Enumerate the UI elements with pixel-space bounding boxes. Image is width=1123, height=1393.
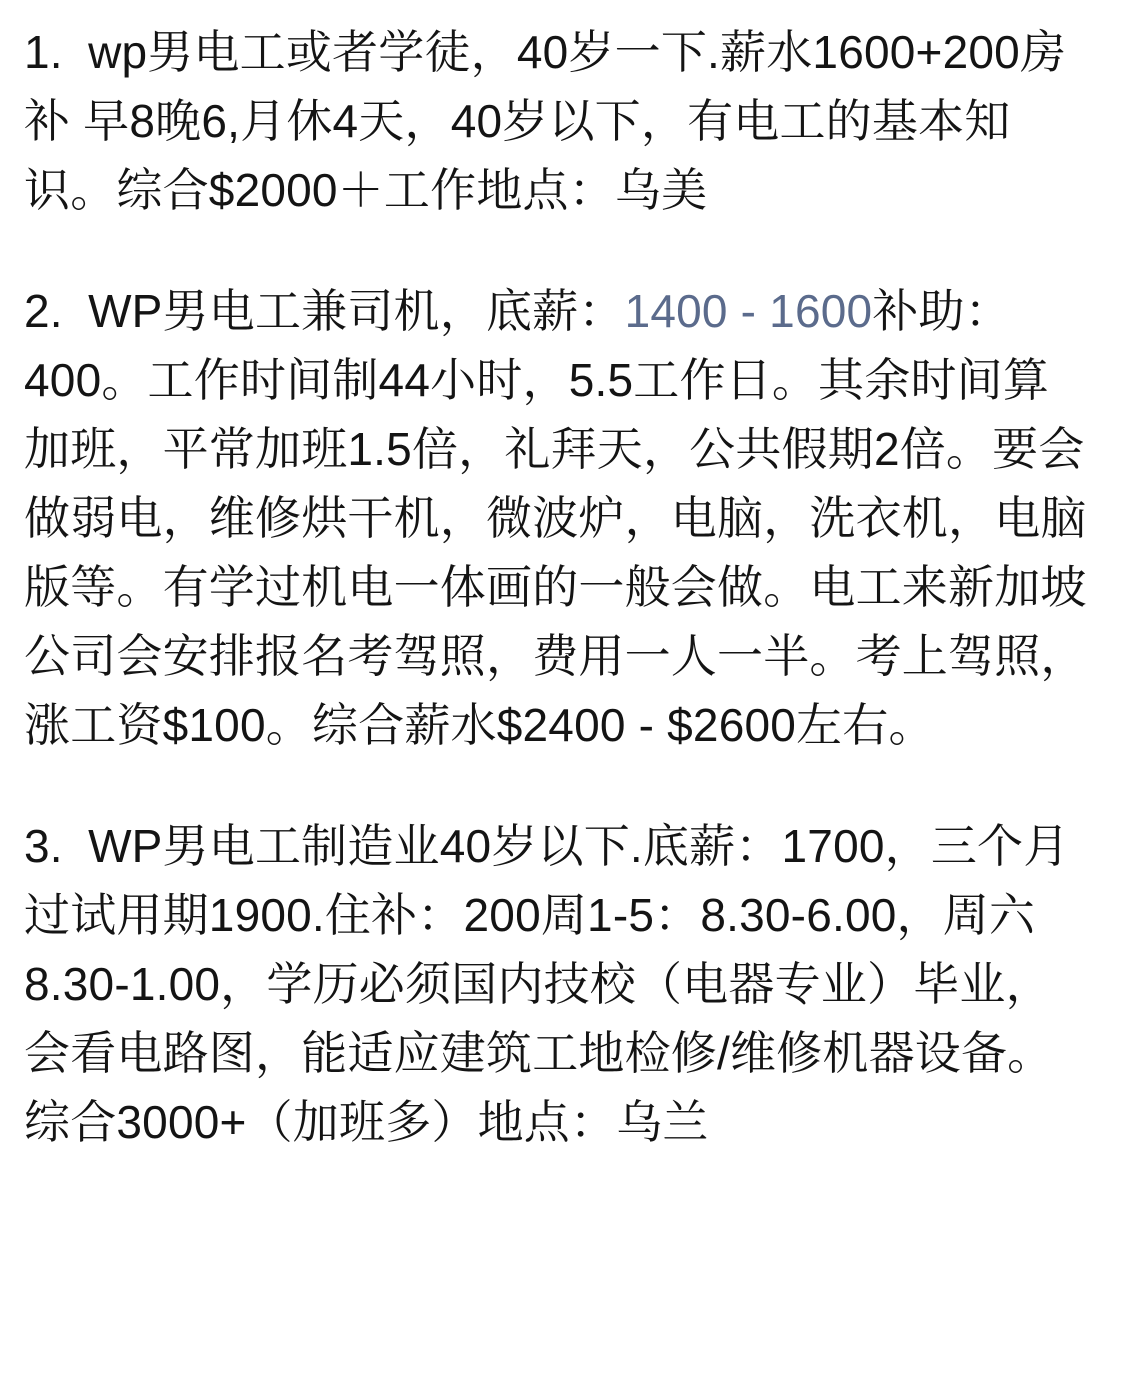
list-item-index: 3.	[24, 820, 63, 872]
list-item-index: 2.	[24, 285, 63, 337]
list-item-text: wp男电工或者学徒，40岁一下.薪水1600+200房补 早8晚6,月休4天，40岁以下，有电工的基本知识。综合$2000＋工作地点：乌美	[24, 26, 1067, 216]
salary-range-highlight: 1400 - 1600	[624, 285, 873, 337]
list-item-text: WP男电工制造业40岁以下.底薪：1700，三个月过试用期1900.住补：200周1-5：8.30-6.00，周六8.30-1.00，学历必须国内技校（电器专业）毕业，会看电路图，能适应建筑工地检修/维修机器设备。综合3000+（加班多）地点：乌兰	[24, 820, 1070, 1148]
list-item-index: 1.	[24, 26, 63, 78]
list-item	[24, 812, 1087, 1157]
list-item-text: WP男电工兼司机，底薪：	[88, 285, 625, 337]
list-item	[24, 18, 1087, 225]
list-item	[24, 277, 1087, 760]
list-item-text-continued: 补助：400。工作时间制44小时，5.5工作日。其余时间算加班，平常加班1.5倍，礼拜天，公共假期2倍。要会做弱电，维修烘干机，微波炉，电脑，洗衣机，电脑版等。有学过机电一体画的一般会做。电工来新加坡公司会安排报名考驾照，费用一人一半。考上驾照，涨工资$100。综合薪水$2400 - $2600左右。	[24, 285, 1087, 751]
